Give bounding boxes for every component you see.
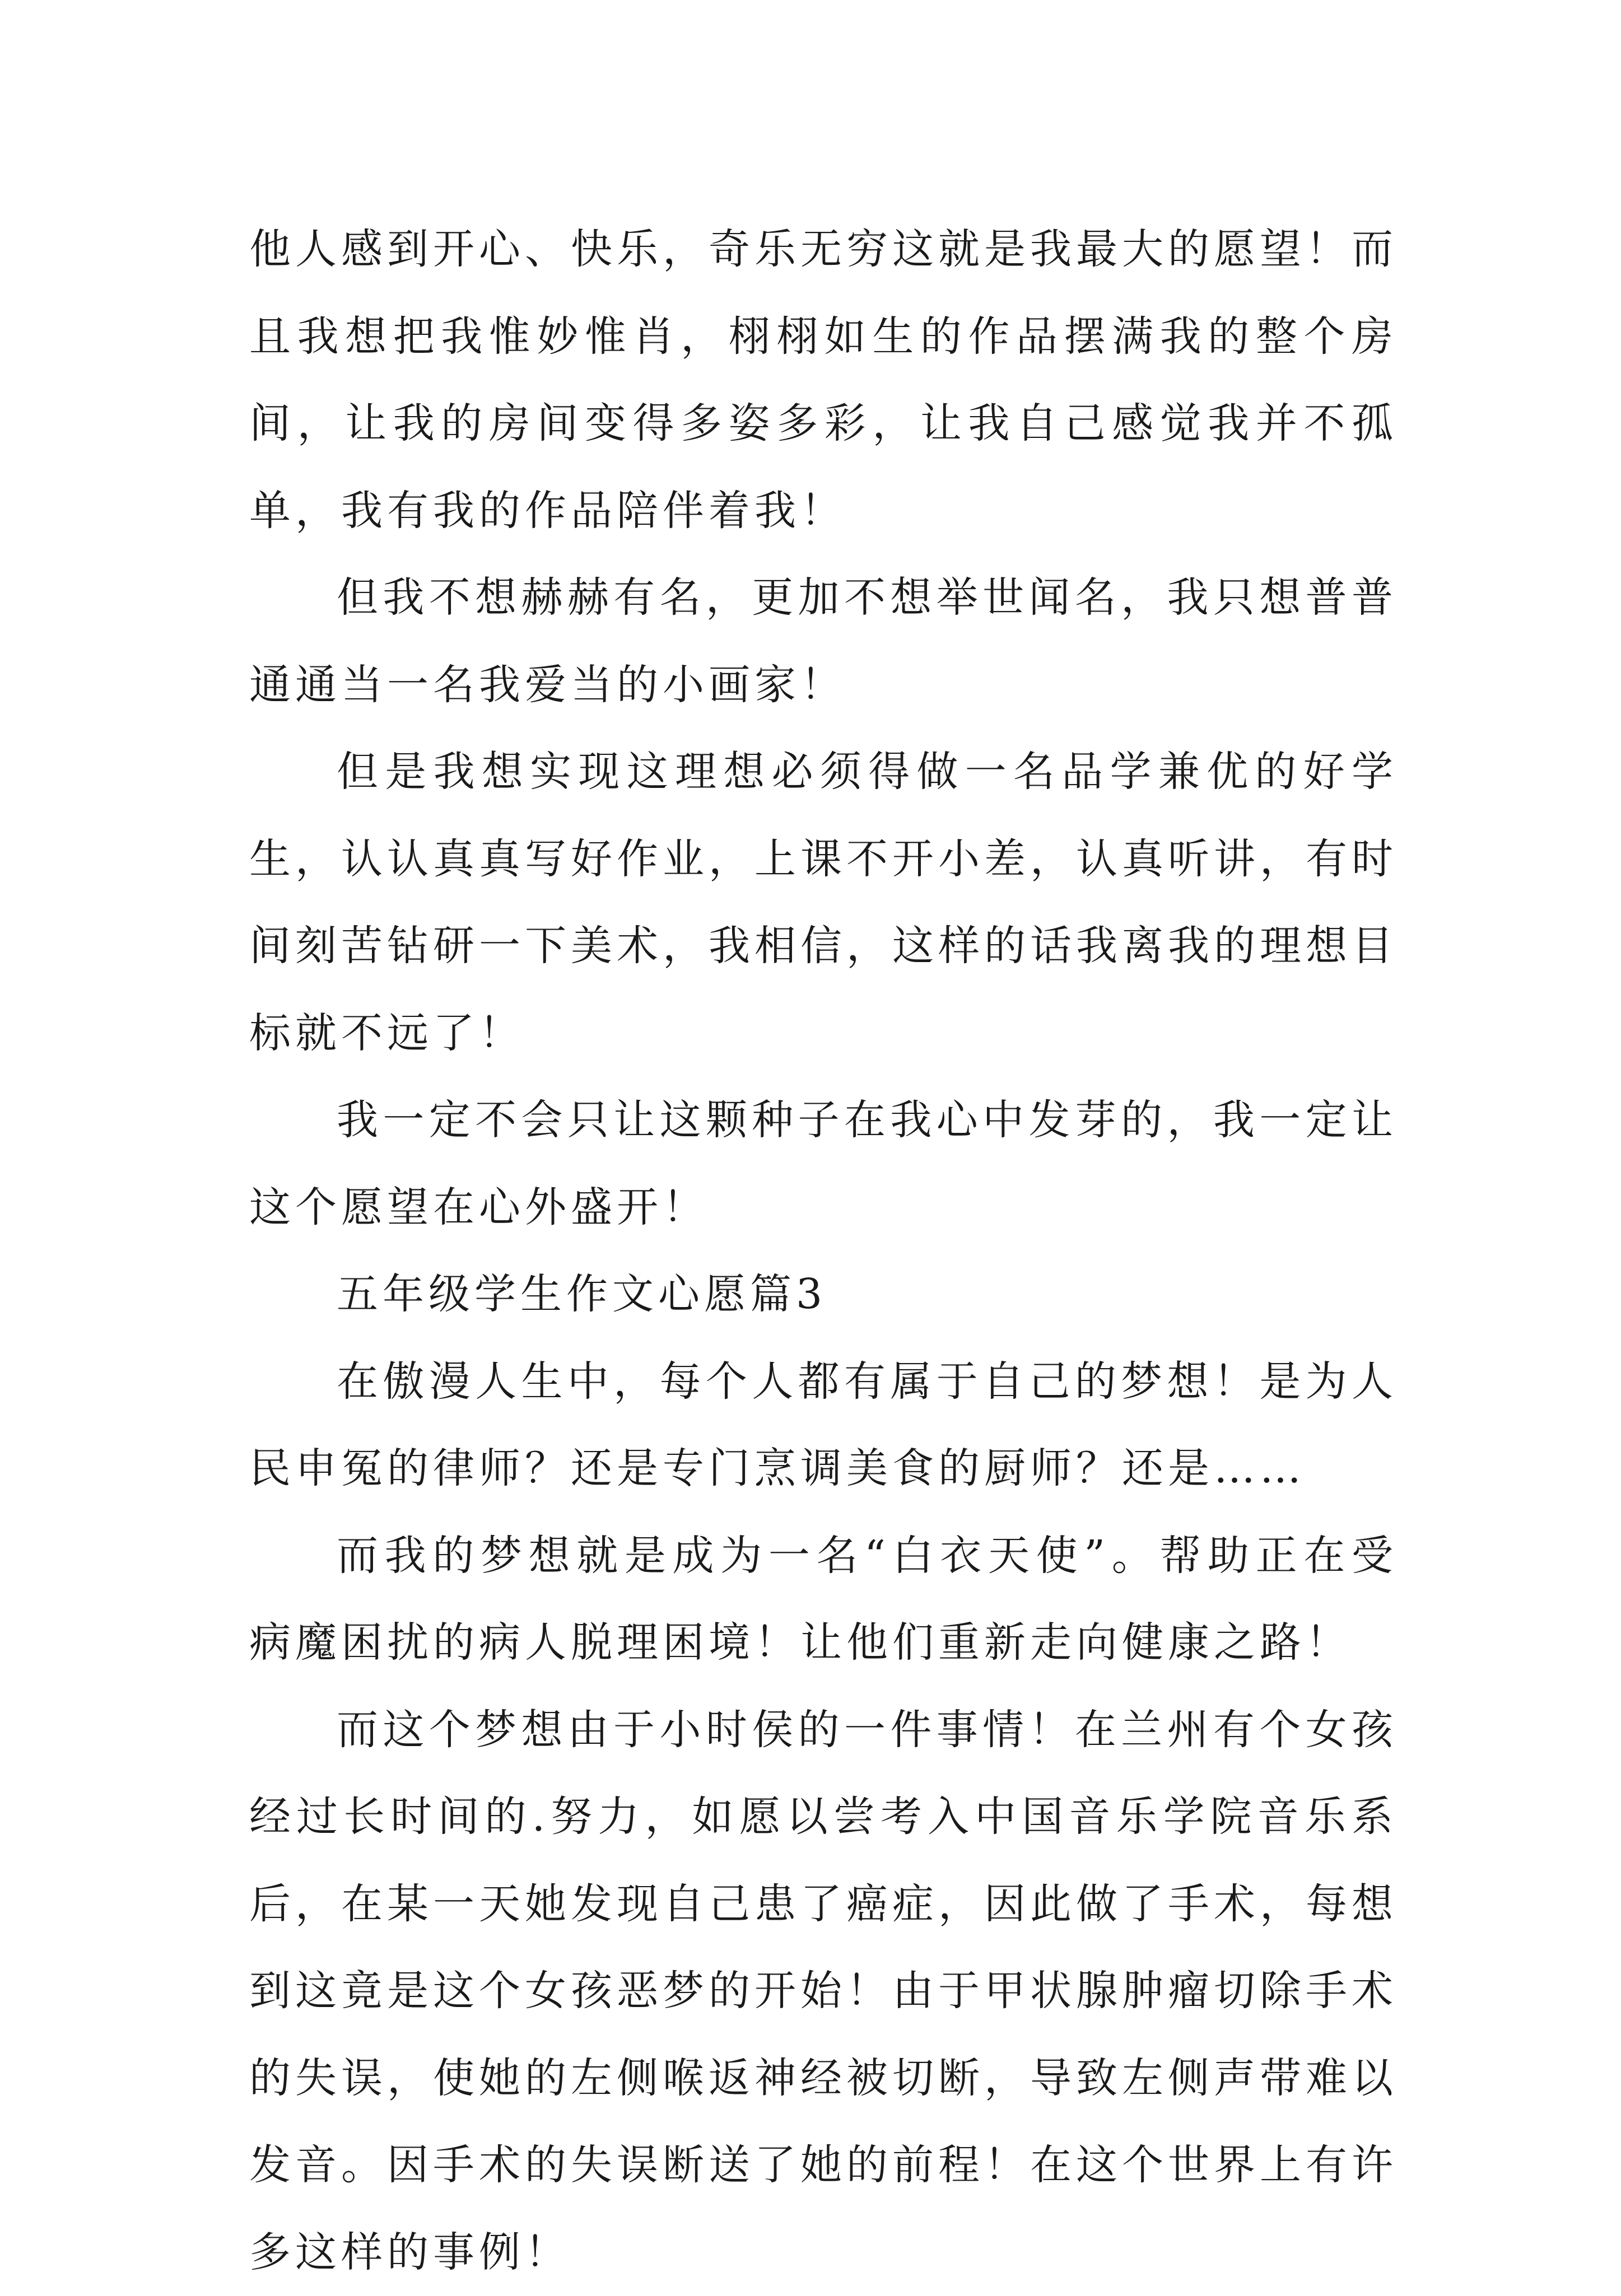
paragraph: 而我的梦想就是成为一名“白衣天使”。帮助正在受病魔困扰的病人脱理困境！让他们重新走向健康之路！ [249, 1513, 1398, 1687]
paragraph: 而这个梦想由于小时侯的一件事情！在兰州有个女孩经过长时间的.努力，如愿以尝考入中国音乐学院音乐系后，在某一天她发现自己患了癌症，因此做了手术，每想到这竟是这个女孩恶梦的开始！由于甲状腺肿瘤切除手术的失误，使她的左侧喉返神经被切断，导致左侧声带难以发音。因手术的失误断送了她的前程！在这个世界上有许多这样的事例！ [249, 1687, 1398, 2296]
document-body [249, 206, 1398, 2296]
paragraph: 他人感到开心、快乐，奇乐无穷这就是我最大的愿望！而且我想把我惟妙惟肖，栩栩如生的作品摆满我的整个房间，让我的房间变得多姿多彩，让我自己感觉我并不孤单，我有我的作品陪伴着我！ [249, 206, 1398, 554]
section-heading: 五年级学生作文心愿篇3 [249, 1251, 1398, 1338]
paragraph: 但我不想赫赫有名，更加不想举世闻名，我只想普普通通当一名我爱当的小画家！ [249, 554, 1398, 729]
paragraph: 我一定不会只让这颗种子在我心中发芽的，我一定让这个愿望在心外盛开！ [249, 1077, 1398, 1251]
paragraph: 但是我想实现这理想必须得做一名品学兼优的好学生，认认真真写好作业，上课不开小差，认真听讲，有时间刻苦钻研一下美术，我相信，这样的话我离我的理想目标就不远了！ [249, 729, 1398, 1077]
paragraph: 在傲漫人生中，每个人都有属于自己的梦想！是为人民申冤的律师？还是专门烹调美食的厨师？还是…… [249, 1338, 1398, 1513]
